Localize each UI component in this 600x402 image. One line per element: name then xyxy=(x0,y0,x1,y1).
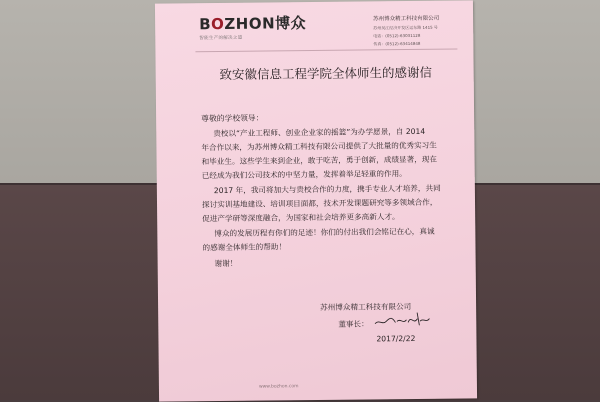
paragraph-line: 促进产学研等深度融合，为国家和社会培养更多高新人才。 xyxy=(202,212,400,224)
signoff-date: 2017/2/22 xyxy=(376,333,416,344)
company-header-name: 苏州博众精工科技有限公司 xyxy=(373,15,440,23)
paragraph-line: 和毕业生。这些学生来到企业，敢于吃苦，勇于创新，成绩显著，现在 xyxy=(201,154,438,167)
paragraph xyxy=(202,182,462,226)
letter-body xyxy=(201,124,463,272)
paragraph xyxy=(201,124,462,182)
header-divider xyxy=(195,49,457,53)
signoff-title: 董事长： xyxy=(338,319,369,329)
paragraph-line: 贵校以“产业工程师、创业企业家的摇篮”为办学愿景，自 2014 xyxy=(213,126,426,139)
letter-salutation: 尊敬的学校领导： xyxy=(201,113,264,124)
paragraph-line: 博众的发展历程有你们的足迹！你们的付出我们会铭记在心，真诚 xyxy=(214,227,435,239)
logo-brand-text: BOZHON xyxy=(199,14,276,34)
letter-title: 致安徽信息工程学院全体师生的感谢信 xyxy=(219,64,432,83)
signoff-company: 苏州博众精工科技有限公司 xyxy=(320,302,412,312)
paragraph-line: 已经成为我们公司技术的中坚力量，发挥着举足轻重的作用。 xyxy=(201,168,407,180)
logo-brand-cn: 博众 xyxy=(274,14,307,33)
company-header-fax: 传真：(0512)-63414848 xyxy=(373,41,421,47)
company-header-phone: 电话：(0512)-63031128 xyxy=(373,33,421,39)
logo-wordmark xyxy=(199,16,306,32)
paragraph-line: 探讨实训基地建设、培训项目面都，技术开发课题研究等多领域合作， xyxy=(201,197,438,210)
logo-accent-letter: O xyxy=(210,14,225,34)
paragraph-line: 年合作以来，为苏州博众精工科技有限公司提供了大批量的优秀实习生 xyxy=(201,140,437,153)
company-logo xyxy=(199,16,306,41)
company-header-address: 苏州吴江经济开发区运东路 1415 号 xyxy=(373,24,438,31)
paragraph xyxy=(203,254,463,271)
handwritten-signature xyxy=(373,309,431,330)
logo-tagline: 智能生产的解决之道 xyxy=(199,35,243,42)
paragraph-line: 的感谢全体师生的帮助！ xyxy=(202,242,287,253)
paragraph xyxy=(202,225,462,256)
letter-page xyxy=(155,0,477,401)
company-header xyxy=(373,13,465,47)
footer-website: www.bozhon.com xyxy=(258,384,299,390)
paragraph-line: 2017 年，我司将加大与贵校合作的力度，携手专业人才培养，共同 xyxy=(213,183,441,196)
paragraph-line: 谢谢！ xyxy=(214,258,238,268)
